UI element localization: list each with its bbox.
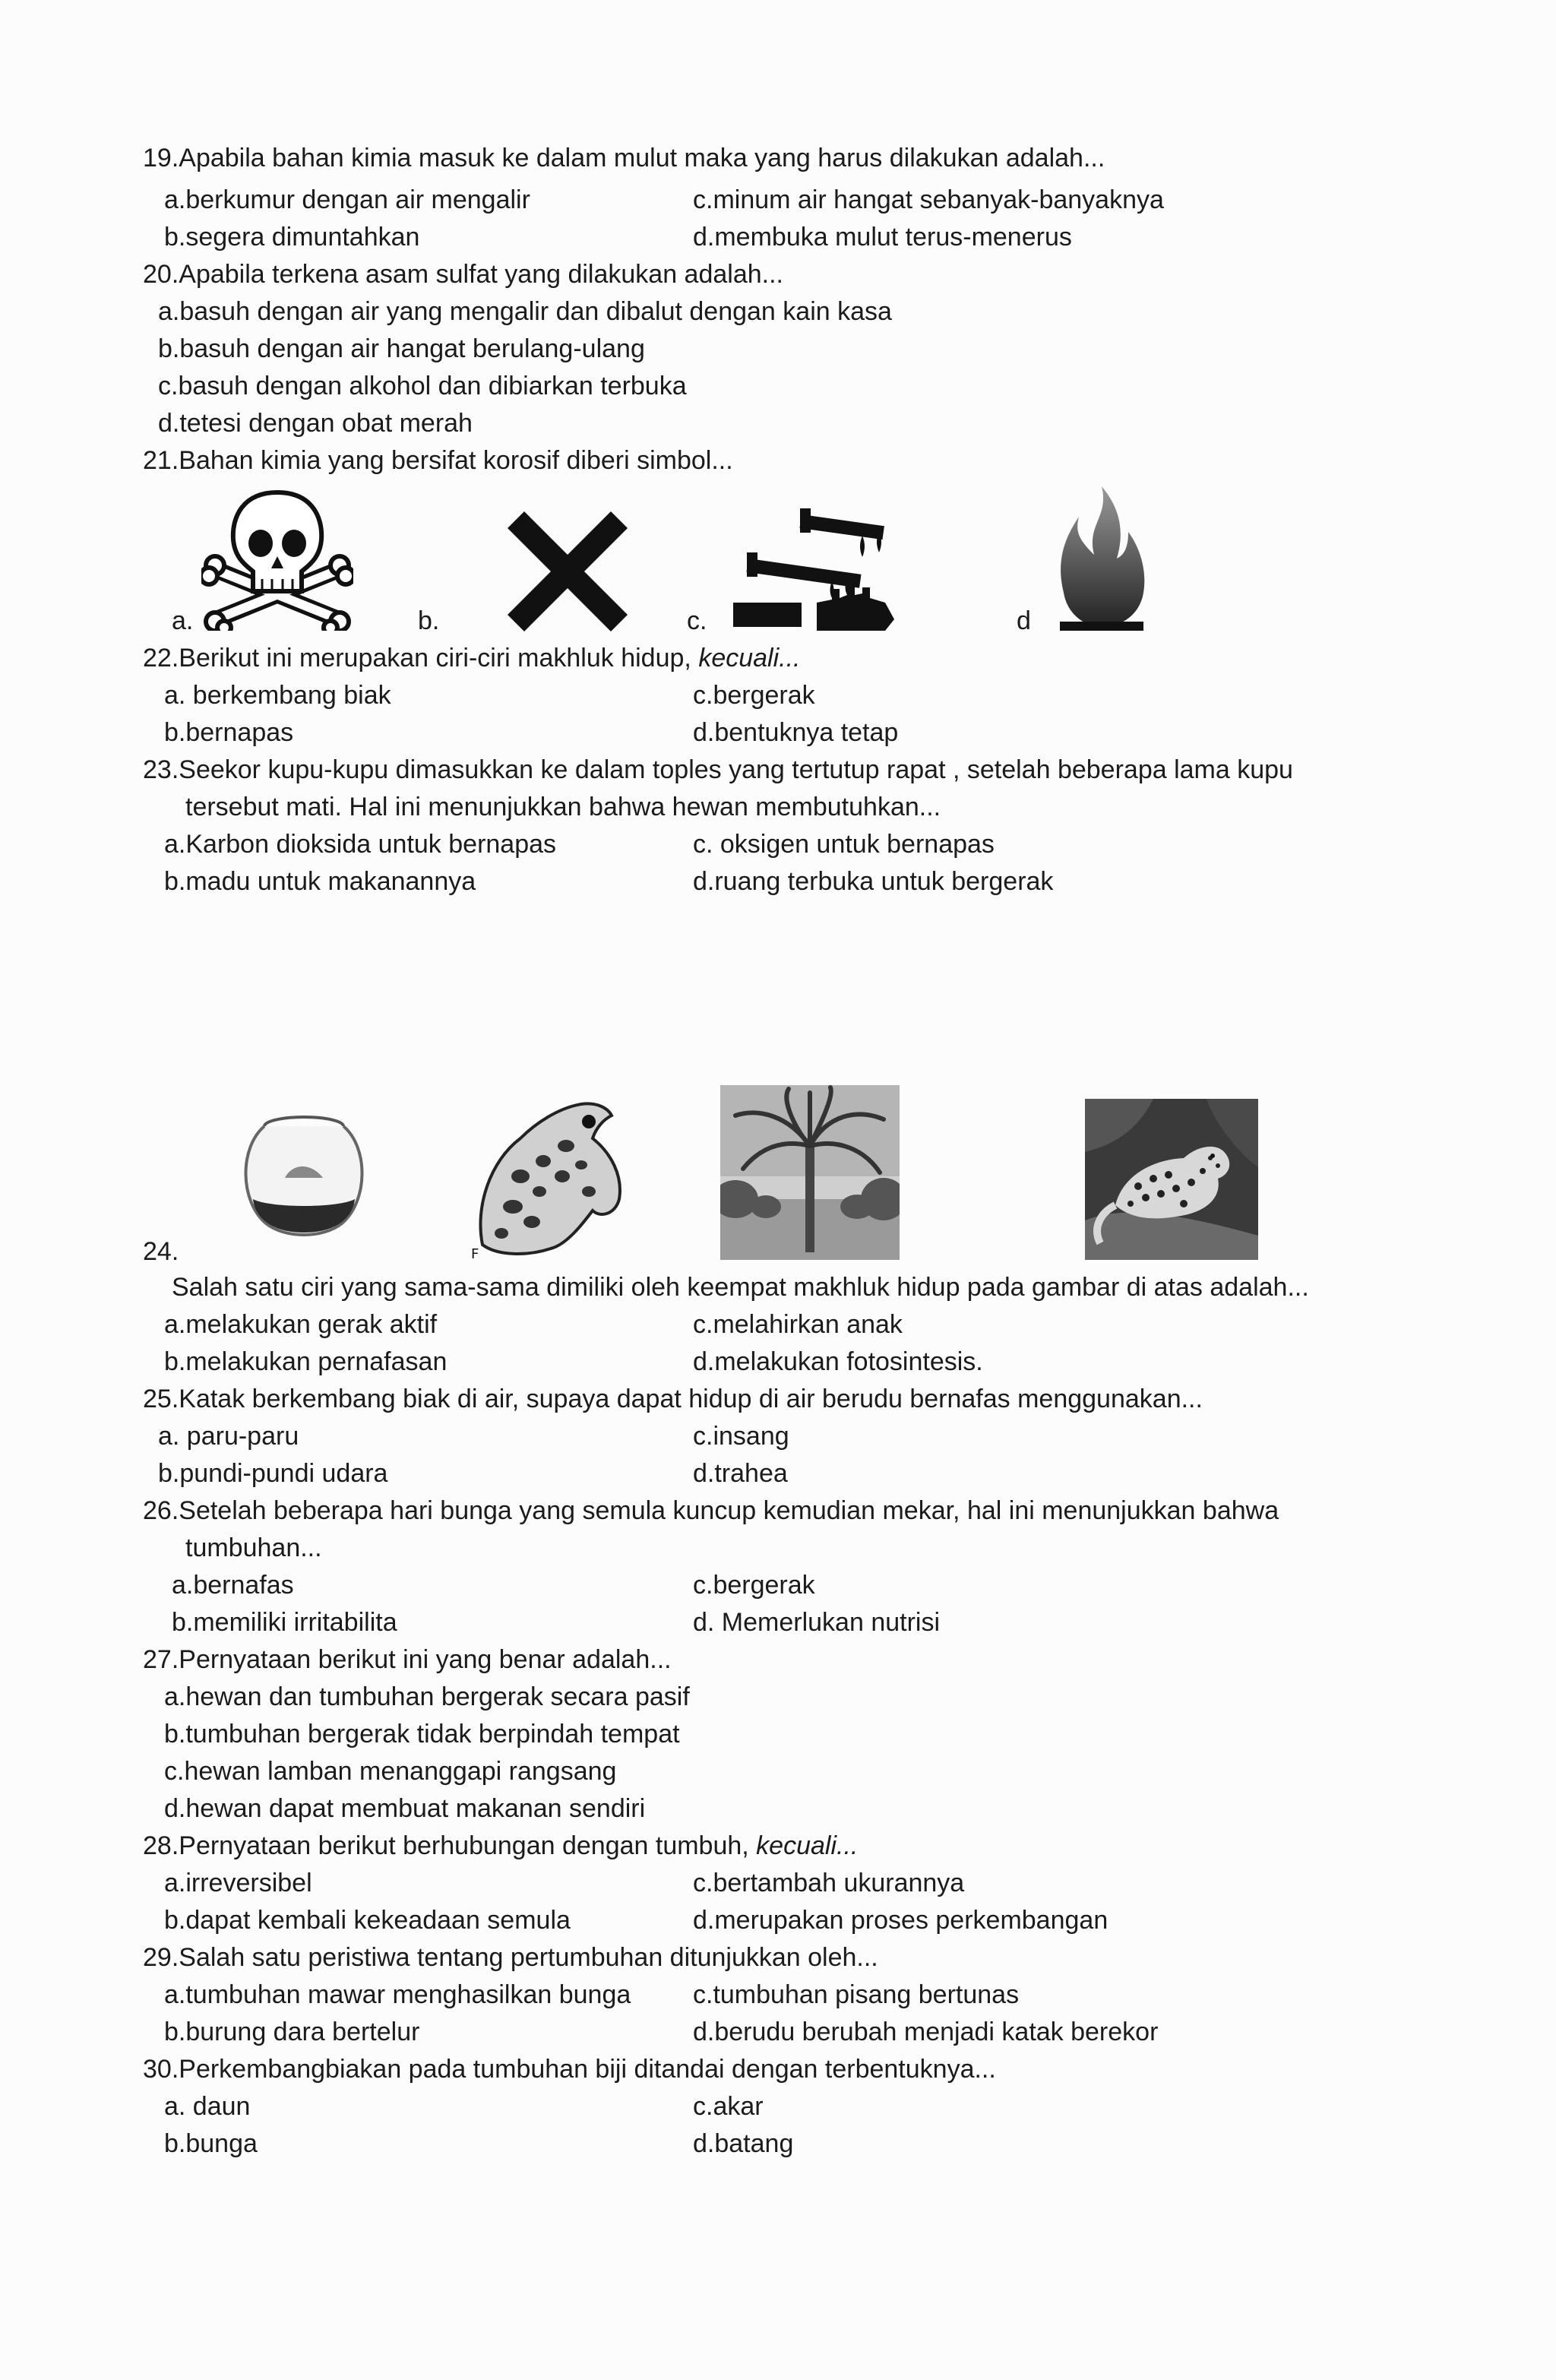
fishbowl-image	[239, 1109, 368, 1239]
palm-tree-image	[720, 1085, 900, 1260]
q25-option-b: b.pundi-pundi udara	[158, 1459, 388, 1488]
harmful-x-icon	[508, 511, 628, 631]
q21-option-c: c.	[687, 606, 707, 635]
frog-image	[467, 1093, 627, 1260]
q20-option-c: c.basuh dengan alkohol dan dibiarkan terbuka	[158, 372, 687, 400]
q29-stem: 29.Salah satu peristiwa tentang pertumbuhan ditunjukkan oleh...	[143, 1943, 878, 1972]
q22-option-c: c.bergerak	[693, 681, 815, 710]
q22-stem-emphasis: kecuali...	[698, 644, 801, 673]
q19-option-a: a.berkumur dengan air mengalir	[164, 185, 530, 214]
q26-option-a: a.bernafas	[172, 1571, 294, 1600]
q26-stem-line2: tumbuhan...	[185, 1533, 322, 1562]
q28-stem-emphasis: kecuali...	[756, 1831, 859, 1860]
leopard-image	[1085, 1099, 1258, 1260]
q25-option-c: c.insang	[693, 1422, 789, 1451]
q21-option-a: a.	[172, 606, 194, 635]
q30-stem: 30.Perkembangbiakan pada tumbuhan biji ditandai dengan terbentuknya...	[143, 2055, 996, 2084]
q20-option-d: d.tetesi dengan obat merah	[158, 409, 473, 438]
q30-option-b: b.bunga	[164, 2129, 258, 2158]
q19-option-c: c.minum air hangat sebanyak-banyaknya	[693, 185, 1164, 214]
q27-option-d: d.hewan dapat membuat makanan sendiri	[164, 1794, 646, 1823]
q24-option-a: a.melakukan gerak aktif	[164, 1310, 438, 1339]
q23-option-a: a.Karbon dioksida untuk bernapas	[164, 830, 557, 859]
q27-option-b: b.tumbuhan bergerak tidak berpindah tempat	[164, 1720, 680, 1749]
q25-option-a: a. paru-paru	[158, 1422, 299, 1451]
q23-option-d: d.ruang terbuka untuk bergerak	[693, 867, 1054, 896]
q22-option-d: d.bentuknya tetap	[693, 718, 899, 747]
corrosive-icon	[733, 505, 916, 631]
q30-option-c: c.akar	[693, 2092, 764, 2121]
q28-stem	[143, 1829, 858, 1863]
q30-option-a: a. daun	[164, 2092, 251, 2121]
q24-option-c: c.melahirkan anak	[693, 1310, 903, 1339]
q24-option-b: b.melakukan pernafasan	[164, 1347, 448, 1376]
q22-option-a: a. berkembang biak	[164, 681, 391, 710]
q27-stem: 27.Pernyataan berikut ini yang benar adalah...	[143, 1645, 672, 1674]
q25-stem: 25.Katak berkembang biak di air, supaya dapat hidup di air berudu bernafas menggunakan...	[143, 1385, 1203, 1413]
q23-option-c: c. oksigen untuk bernapas	[693, 830, 995, 859]
q25-option-d: d.trahea	[693, 1459, 788, 1488]
q26-stem: 26.Setelah beberapa hari bunga yang semula kuncup kemudian mekar, hal ini menunjukkan bahwa	[143, 1496, 1279, 1525]
q21-option-b: b.	[418, 606, 440, 635]
q26-option-b: b.memiliki irritabilita	[172, 1608, 397, 1637]
q20-stem: 20.Apabila terkena asam sulfat yang dilakukan adalah...	[143, 260, 783, 289]
q22-option-b: b.bernapas	[164, 718, 294, 747]
q21-option-d: d	[1017, 606, 1031, 635]
q26-option-d: d. Memerlukan nutrisi	[693, 1608, 941, 1637]
q19-stem: 19.Apabila bahan kimia masuk ke dalam mulut maka yang harus dilakukan adalah...	[143, 144, 1105, 172]
q28-stem-text: 28.Pernyataan berikut berhubungan dengan tumbuh,	[143, 1831, 757, 1860]
q22-stem-text: 22.Berikut ini merupakan ciri-ciri makhluk hidup,	[143, 644, 699, 673]
svg-text:F: F	[471, 1246, 479, 1260]
q26-option-c: c.bergerak	[693, 1571, 815, 1600]
q30-option-d: d.batang	[693, 2129, 794, 2158]
flame-icon	[1056, 486, 1147, 631]
q23-stem-line2: tersebut mati. Hal ini menunjukkan bahwa hewan membutuhkan...	[185, 793, 941, 821]
q29-option-a: a.tumbuhan mawar menghasilkan bunga	[164, 1980, 631, 2009]
q19-option-d: d.membuka mulut terus-menerus	[693, 223, 1072, 252]
q27-option-a: a.hewan dan tumbuhan bergerak secara pasif	[164, 1682, 690, 1711]
skull-crossbones-icon	[201, 486, 353, 631]
q23-stem: 23.Seekor kupu-kupu dimasukkan ke dalam toples yang tertutup rapat , setelah beberapa lama kupu	[143, 755, 1293, 784]
q24-stem: Salah satu ciri yang sama-sama dimiliki oleh keempat makhluk hidup pada gambar di atas adalah...	[172, 1273, 1309, 1302]
q28-option-d: d.merupakan proses perkembangan	[693, 1906, 1108, 1935]
q29-option-c: c.tumbuhan pisang bertunas	[693, 1980, 1020, 2009]
q19-option-b: b.segera dimuntahkan	[164, 223, 420, 252]
q20-option-b: b.basuh dengan air hangat berulang-ulang	[158, 334, 645, 363]
q23-option-b: b.madu untuk makanannya	[164, 867, 476, 896]
q28-option-b: b.dapat kembali kekeadaan semula	[164, 1906, 571, 1935]
q28-option-a: a.irreversibel	[164, 1869, 312, 1897]
q24-option-d: d.melakukan fotosintesis.	[693, 1347, 983, 1376]
q24-number: 24.	[143, 1237, 179, 1266]
q29-option-b: b.burung dara bertelur	[164, 2018, 420, 2046]
q21-stem: 21.Bahan kimia yang bersifat korosif diberi simbol...	[143, 446, 733, 475]
q28-option-c: c.bertambah ukurannya	[693, 1869, 965, 1897]
q22-stem	[143, 641, 801, 675]
q20-option-a: a.basuh dengan air yang mengalir dan dibalut dengan kain kasa	[158, 297, 892, 326]
q27-option-c: c.hewan lamban menanggapi rangsang	[164, 1757, 617, 1786]
q29-option-d: d.berudu berubah menjadi katak berekor	[693, 2018, 1159, 2046]
